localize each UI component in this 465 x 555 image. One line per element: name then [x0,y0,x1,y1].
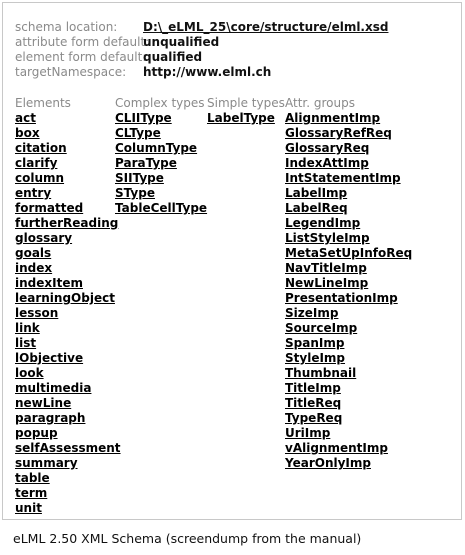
element-link[interactable]: link [15,321,40,335]
list-item [15,456,121,471]
element-link[interactable]: furtherReading [15,216,119,230]
list-item [15,216,121,231]
list-item [285,381,412,396]
attr-group-link[interactable]: MetaSetUpInfoReq [285,246,413,260]
attribute-form-value: unqualified [143,35,220,49]
list-item [15,246,121,261]
list-item [285,291,412,306]
attr-group-link[interactable]: SpanImp [285,336,345,350]
element-link[interactable]: popup [15,426,58,440]
element-link[interactable]: citation [15,141,67,155]
element-link[interactable]: column [15,171,65,185]
list-item [15,186,121,201]
list-item [285,201,412,216]
list-item [115,171,207,186]
element-link[interactable]: goals [15,246,52,260]
attribute-form-row [15,35,388,50]
elements-list [15,111,121,516]
element-link[interactable]: indexItem [15,276,83,290]
element-form-label: element form default: [15,50,147,64]
list-item [207,111,285,126]
schema-metadata [15,20,388,80]
target-namespace-row [15,65,388,80]
list-item [285,276,412,291]
attr-group-link[interactable]: NavTitleImp [285,261,367,275]
attr-group-link[interactable]: StyleImp [285,351,346,365]
element-link[interactable]: selfAssessment [15,441,121,455]
element-link[interactable]: look [15,366,44,380]
element-link[interactable]: term [15,486,48,500]
attr-group-link[interactable]: GlossaryReq [285,141,370,155]
element-link[interactable]: formatted [15,201,84,215]
attr-group-link[interactable]: TitleReq [285,396,342,410]
list-item [115,126,207,141]
complex-types-header: Complex types [115,96,205,110]
element-link[interactable]: clarify [15,156,58,170]
list-item [285,186,412,201]
element-link[interactable]: unit [15,501,42,515]
attr-group-link[interactable]: LabelImp [285,186,348,200]
attr-group-link[interactable]: Thumbnail [285,366,357,380]
simple-types-header: Simple types [207,96,285,110]
list-item [285,396,412,411]
attr-group-link[interactable]: NewLineImp [285,276,369,290]
element-link[interactable]: glossary [15,231,73,245]
attr-group-link[interactable]: LegendImp [285,216,361,230]
attr-group-link[interactable]: LabelReq [285,201,348,215]
list-item [15,156,121,171]
attr-group-link[interactable]: IndexAttImp [285,156,369,170]
attr-group-link[interactable]: UriImp [285,426,331,440]
element-form-row [15,50,388,65]
list-item [285,366,412,381]
attr-groups-header: Attr. groups [285,96,355,110]
list-item [115,156,207,171]
list-item [285,351,412,366]
attr-group-link[interactable]: vAlignmentImp [285,441,388,455]
list-item [15,471,121,486]
list-item [285,426,412,441]
element-link[interactable]: lesson [15,306,59,320]
element-link[interactable]: entry [15,186,52,200]
figure-caption: eLML 2.50 XML Schema (screendump from the manual) [13,531,362,546]
element-form-value: qualified [143,50,203,64]
list-item [15,276,121,291]
attr-group-link[interactable]: SizeImp [285,306,339,320]
element-link[interactable]: box [15,126,40,140]
attr-group-link[interactable]: AlignmentImp [285,111,381,125]
list-item [15,291,121,306]
attr-group-link[interactable]: IntStatementImp [285,171,401,185]
list-item [15,351,121,366]
list-item [115,186,207,201]
list-item [285,261,412,276]
list-item [15,321,121,336]
list-item [285,441,412,456]
list-item [285,111,412,126]
attr-group-link[interactable]: ListStyleImp [285,231,370,245]
schema-location-link[interactable]: D:\_eLML_25\core/structure/elml.xsd [143,20,389,34]
attribute-form-label: attribute form default: [15,35,150,49]
target-namespace-label: targetNamespace: [15,65,127,79]
element-link[interactable]: paragraph [15,411,86,425]
complex-type-link[interactable]: CLIIType [115,111,172,125]
element-link[interactable]: summary [15,456,78,470]
complex-type-link[interactable]: ColumnType [115,141,198,155]
list-item [15,171,121,186]
list-item [285,141,412,156]
complex-type-link[interactable]: TableCellType [115,201,208,215]
list-item [115,141,207,156]
list-item [285,336,412,351]
complex-types-column [115,96,207,216]
list-item [15,201,121,216]
list-item [285,321,412,336]
list-item [15,336,121,351]
attr-group-link[interactable]: YearOnlyImp [285,456,371,470]
attr-groups-list [285,111,412,471]
element-link[interactable]: learningObject [15,291,115,305]
list-item [15,366,121,381]
complex-type-link[interactable]: CLType [115,126,161,140]
schema-location-row [15,20,388,35]
list-item [115,111,207,126]
element-link[interactable]: lObjective [15,351,84,365]
attr-groups-column [285,96,412,471]
list-item [15,381,121,396]
element-link[interactable]: multimedia [15,381,92,395]
list-item [15,261,121,276]
list-item [15,111,121,126]
complex-type-link[interactable]: SType [115,186,155,200]
list-item [285,456,412,471]
list-item [15,501,121,516]
complex-type-link[interactable]: ParaType [115,156,177,170]
attr-group-link[interactable]: PresentationImp [285,291,398,305]
elements-column [15,96,121,516]
list-item [285,231,412,246]
list-item [115,201,207,216]
element-link[interactable]: table [15,471,50,485]
list-item [15,141,121,156]
simple-types-column [207,96,285,126]
element-link[interactable]: newLine [15,396,72,410]
element-link[interactable]: act [15,111,36,125]
attr-group-link[interactable]: GlossaryRefReq [285,126,392,140]
list-item [15,396,121,411]
element-link[interactable]: list [15,336,37,350]
complex-types-list [115,111,207,216]
list-item [285,306,412,321]
list-item [15,426,121,441]
elements-header: Elements [15,96,71,110]
list-item [15,486,121,501]
simple-types-list [207,111,285,126]
list-item [15,231,121,246]
schema-location-label: schema location: [15,20,118,34]
list-item [285,216,412,231]
element-link[interactable]: index [15,261,53,275]
attr-group-link[interactable]: SourceImp [285,321,358,335]
list-item [15,306,121,321]
list-item [285,156,412,171]
list-item [15,126,121,141]
list-item [285,171,412,186]
list-item [15,441,121,456]
complex-type-link[interactable]: SIIType [115,171,164,185]
schema-doc-panel [2,2,462,520]
simple-type-link[interactable]: LabelType [207,111,275,125]
list-item [285,126,412,141]
target-namespace-value: http://www.elml.ch [143,65,272,79]
attr-group-link[interactable]: TypeReq [285,411,343,425]
list-item [285,411,412,426]
attr-group-link[interactable]: TitleImp [285,381,341,395]
list-item [15,411,121,426]
list-item [285,246,412,261]
